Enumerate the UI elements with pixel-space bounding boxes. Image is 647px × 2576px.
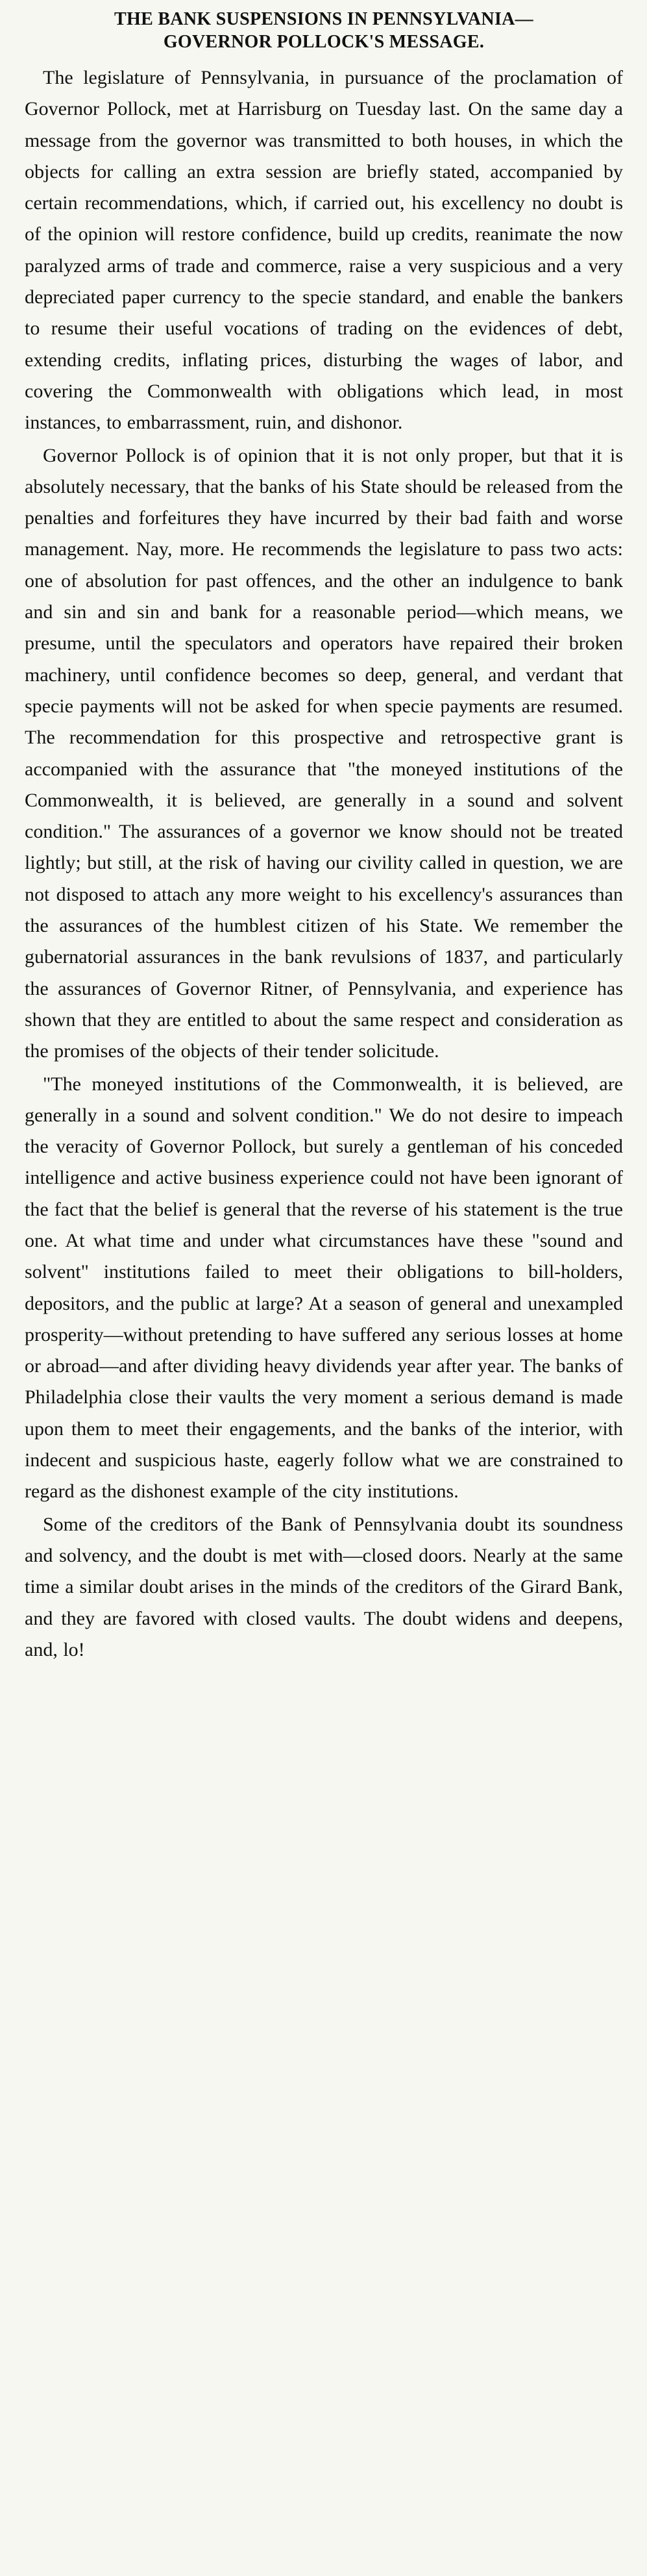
paragraph-governor-opinion: Governor Pollock is of opinion that it is not only proper, but that it is absolutely necessary, that the banks of his State should be released from the penalties and forfeitures they have incurred by their bad faith and worse management. Nay, more. He recommends the legislature to pass two acts: one of absolution for past offences, and the other an indulgence to bank and sin and sin and bank for a reasonable period—which means, we presume, until the speculators and operators have repaired their broken machinery, until confidence becomes so deep, general, and verdant that specie payments will not be asked for when specie payments are resumed. The recommendation for this prospective and retrospective grant is accompanied with the assurance that "the moneyed institutions of the Commonwealth, it is believed, are generally in a sound and solvent condition." The assurances of a governor we know should not be treated lightly; but still, at the risk of having our civility called in question, we are not disposed to attach any more weight to his excellency's assurances than the assurances of the humblest citizen of his State. We remember the gubernatorial assurances in the bank revulsions of 1837, and particularly the assurances of Governor Ritner, of Pennsylvania, and experience has shown that they are entitled to about the same respect and consideration as the promises of the objects of their tender solicitude. [25,444,623,1062]
article [25,8,623,1666]
paragraph-moneyed-institutions: "The moneyed institutions of the Commonwealth, it is believed, are generally in a sound and solvent condition." We do not desire to impeach the veracity of Governor Pollock, but surely a gentleman of his conceded intelligence and active business experience could not have been ignorant of the fact that the belief is general that the reverse of his statement is the true one. At what time and under what circumstances have these "sound and solvent" institutions failed to meet their obligations to bill-holders, depositors, and the public at large? At a season of general and unexampled prosperity—without pretending to have suffered any serious losses at home or abroad—and after dividing heavy dividends year after year. The banks of Philadelphia close their vaults the very moment a serious demand is made upon them to meet their engagements, and the banks of the interior, with indecent and suspicious haste, eagerly follow what we are constrained to regard as the dishonest example of the city institutions. [25,1073,623,1503]
paragraph-legislature-meets: The legislature of Pennsylvania, in pursuance of the proclamation of Governor Pollock, met at Harrisburg on Tuesday last. On the same day a message from the governor was transmitted to both houses, in which the objects for calling an extra session are briefly stated, accompanied by certain recommendations, which, if carried out, his excellency no doubt is of the opinion will restore confidence, build up credits, reanimate the now paralyzed arms of trade and commerce, raise a very suspicious and a very depreciated paper currency to the specie standard, and enable the bankers to resume their useful vocations of trading on the evidences of debt, extending credits, inflating prices, disturbing the wages of labor, and covering the Commonwealth with obligations which lead, in most instances, to embarrassment, ruin, and dishonor. [25,67,623,434]
article-headline [25,8,623,53]
headline-line-2: GOVERNOR POLLOCK'S MESSAGE. [163,32,485,52]
paragraph-creditors-doubt: Some of the creditors of the Bank of Pennsylvania doubt its soundness and solvency, and the doubt is met with—closed doors. Nearly at the same time a similar doubt arises in the minds of the creditors of the Girard Bank, and they are favored with closed vaults. The doubt widens and deepens, and, lo! [25,1513,623,1660]
headline-line-1: THE BANK SUSPENSIONS IN PENNSYLVANIA— [114,9,533,29]
